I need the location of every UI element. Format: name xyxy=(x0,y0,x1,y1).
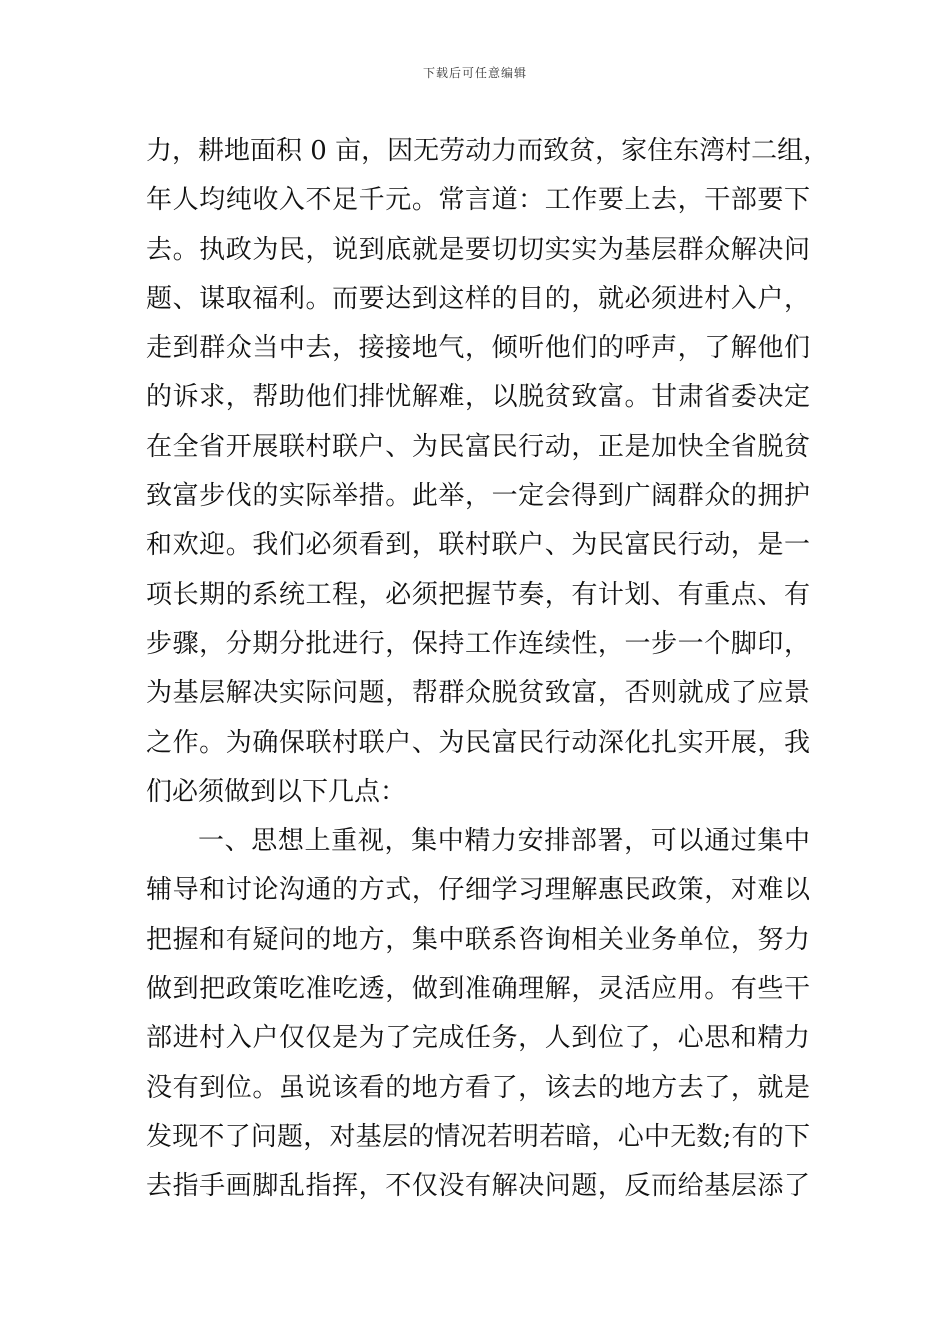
page-header: 下载后可任意编辑 xyxy=(422,66,527,80)
text-line: 走到群众当中去，接接地气，倾听他们的呼声，了解他们 xyxy=(146,333,810,364)
text-line: 年人均纯收入不足千元。常言道：工作要上去，干部要下 xyxy=(146,185,810,216)
text-line: 一、思想上重视，集中精力安排部署，可以通过集中 xyxy=(198,826,810,857)
text-line: 步骤，分期分批进行，保持工作连续性，一步一个脚印， xyxy=(146,628,810,659)
text-line: 力，耕地面积 0 亩，因无劳动力而致贫，家住东湾村二组， xyxy=(146,136,830,166)
text-line: 之作。为确保联村联户、为民富民行动深化扎实开展，我 xyxy=(146,727,810,758)
text-line: 做到把政策吃准吃透，做到准确理解，灵活应用。有些干 xyxy=(146,974,810,1005)
text-line: 的诉求，帮助他们排忧解难，以脱贫致富。甘肃省委决定 xyxy=(146,382,810,413)
text-line: 部进村入户仅仅是为了完成任务，人到位了，心思和精力 xyxy=(146,1023,810,1054)
text-line: 去指手画脚乱指挥，不仅没有解决问题，反而给基层添了 xyxy=(146,1171,810,1202)
document-body xyxy=(146,127,830,1212)
text-line: 和欢迎。我们必须看到，联村联户、为民富民行动，是一 xyxy=(146,530,810,561)
text-line: 辅导和讨论沟通的方式，仔细学习理解惠民政策，对难以 xyxy=(146,875,810,906)
text-line: 们必须做到以下几点： xyxy=(146,776,407,807)
text-line: 致富步伐的实际举措。此举，一定会得到广阔群众的拥护 xyxy=(146,481,810,512)
text-line: 题、谋取福利。而要达到这样的目的，就必须进村入户， xyxy=(146,283,810,314)
text-line: 把握和有疑问的地方，集中联系咨询相关业务单位，努力 xyxy=(146,924,810,955)
text-line: 项长期的系统工程，必须把握节奏，有计划、有重点、有 xyxy=(146,579,810,610)
text-line: 在全省开展联村联户、为民富民行动，正是加快全省脱贫 xyxy=(146,431,810,462)
text-line: 为基层解决实际问题，帮群众脱贫致富，否则就成了应景 xyxy=(146,678,810,709)
text-line: 没有到位。虽说该看的地方看了，该去的地方去了，就是 xyxy=(146,1072,810,1103)
text-line: 发现不了问题，对基层的情况若明若暗，心中无数;有的下 xyxy=(146,1121,810,1152)
text-line: 去。执政为民，说到底就是要切切实实为基层群众解决问 xyxy=(146,234,810,265)
